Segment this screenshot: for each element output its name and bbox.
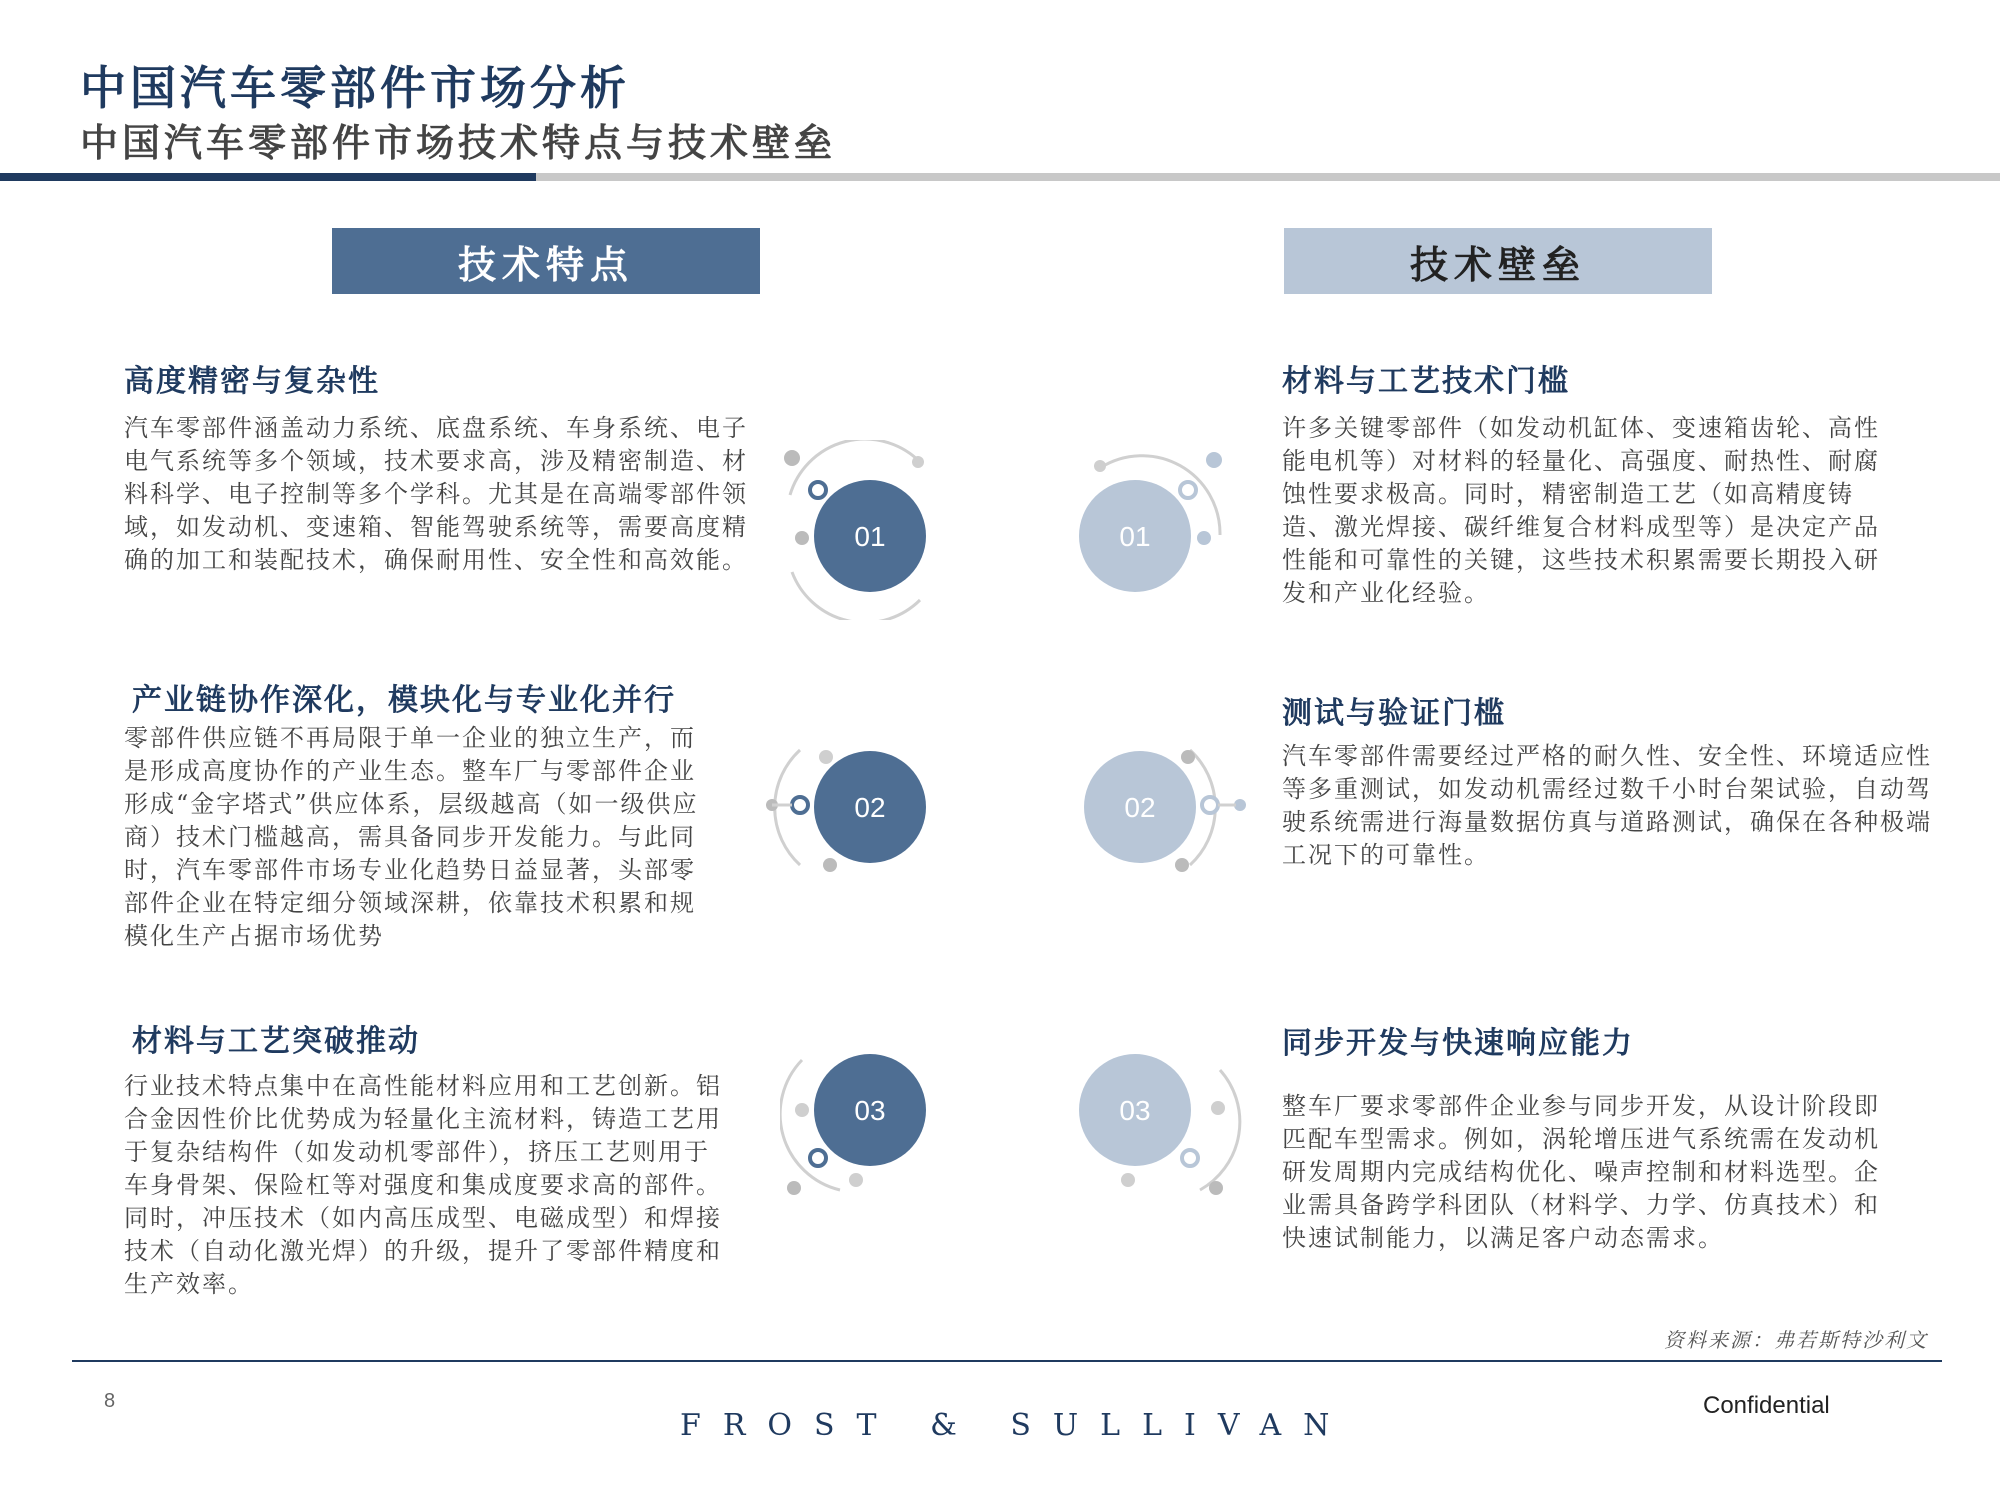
feature-2-body: 零部件供应链不再局限于单一企业的独立生产，而是形成高度协作的产业生态。整车厂与零部件企业形成“金字塔式”供应体系，层级越高（如一级供应商）技术门槛越高，需具备同步开发能力。与此同时，汽车零部件市场专业化趋势日益显著，头部零部件企业在特定细分领域深耕，依靠技术积累和规模化生产占据市场优势	[124, 724, 699, 950]
barrier-1-title: 材料与工艺技术门槛	[1282, 364, 1570, 399]
barriers-heading: 技术壁垒	[1284, 228, 1712, 294]
barrier-2-badge	[1070, 715, 1250, 895]
page-title: 中国汽车零部件市场分析	[80, 61, 630, 115]
feature-3-title: 材料与工艺突破推动	[132, 1024, 420, 1059]
source-note: 资料来源：弗若斯特沙利文	[1664, 1328, 1928, 1352]
barrier-1-number: 01	[1119, 521, 1151, 552]
header-rule	[536, 173, 2000, 181]
barrier-3-body: 整车厂要求零部件企业参与同步开发，从设计阶段即匹配车型需求。例如，涡轮增压进气系统需在发动机研发周期内完成结构优化、噪声控制和材料选型。企业需具备跨学科团队（材料学、力学、仿真技术）和快速试制能力，以满足客户动态需求。	[1282, 1092, 1880, 1252]
feature-2-number: 02	[854, 792, 886, 823]
features-heading: 技术特点	[332, 228, 760, 294]
barrier-1-badge	[1070, 440, 1250, 620]
feature-2-title: 产业链协作深化，模块化与专业化并行	[132, 683, 676, 718]
header-rule-accent	[0, 173, 536, 181]
barrier-1-body: 许多关键零部件（如发动机缸体、变速箱齿轮、高性能电机等）对材料的轻量化、高强度、耐热性、耐腐蚀性要求极高。同时，精密制造工艺（如高精度铸造、激光焊接、碳纤维复合材料成型等）是决定产品性能和可靠性的关键，这些技术积累需要长期投入研发和产业化经验。	[1282, 414, 1880, 607]
feature-3-badge	[780, 1030, 960, 1210]
confidential-label: Confidential	[1703, 1392, 1830, 1419]
feature-3-body: 行业技术特点集中在高性能材料应用和工艺创新。铝合金因性价比优势成为轻量化主流材料，铸造工艺用于复杂结构件（如发动机零部件），挤压工艺则用于车身骨架、保险杠等对强度和集成度要求高的部件。同时，冲压技术（如内高压成型、电磁成型）和焊接技术（自动化激光焊）的升级，提升了零部件精度和生产效率。	[124, 1072, 722, 1298]
footer-rule	[72, 1360, 1942, 1362]
barrier-3-badge	[1070, 1030, 1250, 1210]
barrier-2-body: 汽车零部件需要经过严格的耐久性、安全性、环境适应性等多重测试，如发动机需经过数千小时台架试验，自动驾驶系统需进行海量数据仿真与道路测试，确保在各种极端工况下的可靠性。	[1282, 742, 1932, 869]
page-number: 8	[104, 1390, 116, 1412]
barrier-2-number: 02	[1124, 792, 1156, 823]
barrier-3-title: 同步开发与快速响应能力	[1282, 1026, 1634, 1061]
feature-1-body: 汽车零部件涵盖动力系统、底盘系统、车身系统、电子电气系统等多个领域，技术要求高，涉及精密制造、材料科学、电子控制等多个学科。尤其是在高端零部件领域，如发动机、变速箱、智能驾驶系统等，需要高度精确的加工和装配技术，确保耐用性、安全性和高效能。	[124, 414, 748, 574]
brand-logo: FROST & SULLIVAN	[680, 1408, 1352, 1443]
feature-2-badge	[760, 715, 940, 895]
barrier-3-number: 03	[1119, 1095, 1151, 1126]
page-subtitle: 中国汽车零部件市场技术特点与技术壁垒	[80, 120, 837, 165]
feature-1-title: 高度精密与复杂性	[124, 364, 380, 399]
barrier-2-title: 测试与验证门槛	[1282, 696, 1506, 731]
feature-1-number: 01	[854, 521, 886, 552]
feature-3-number: 03	[854, 1095, 886, 1126]
feature-1-badge	[770, 440, 950, 620]
